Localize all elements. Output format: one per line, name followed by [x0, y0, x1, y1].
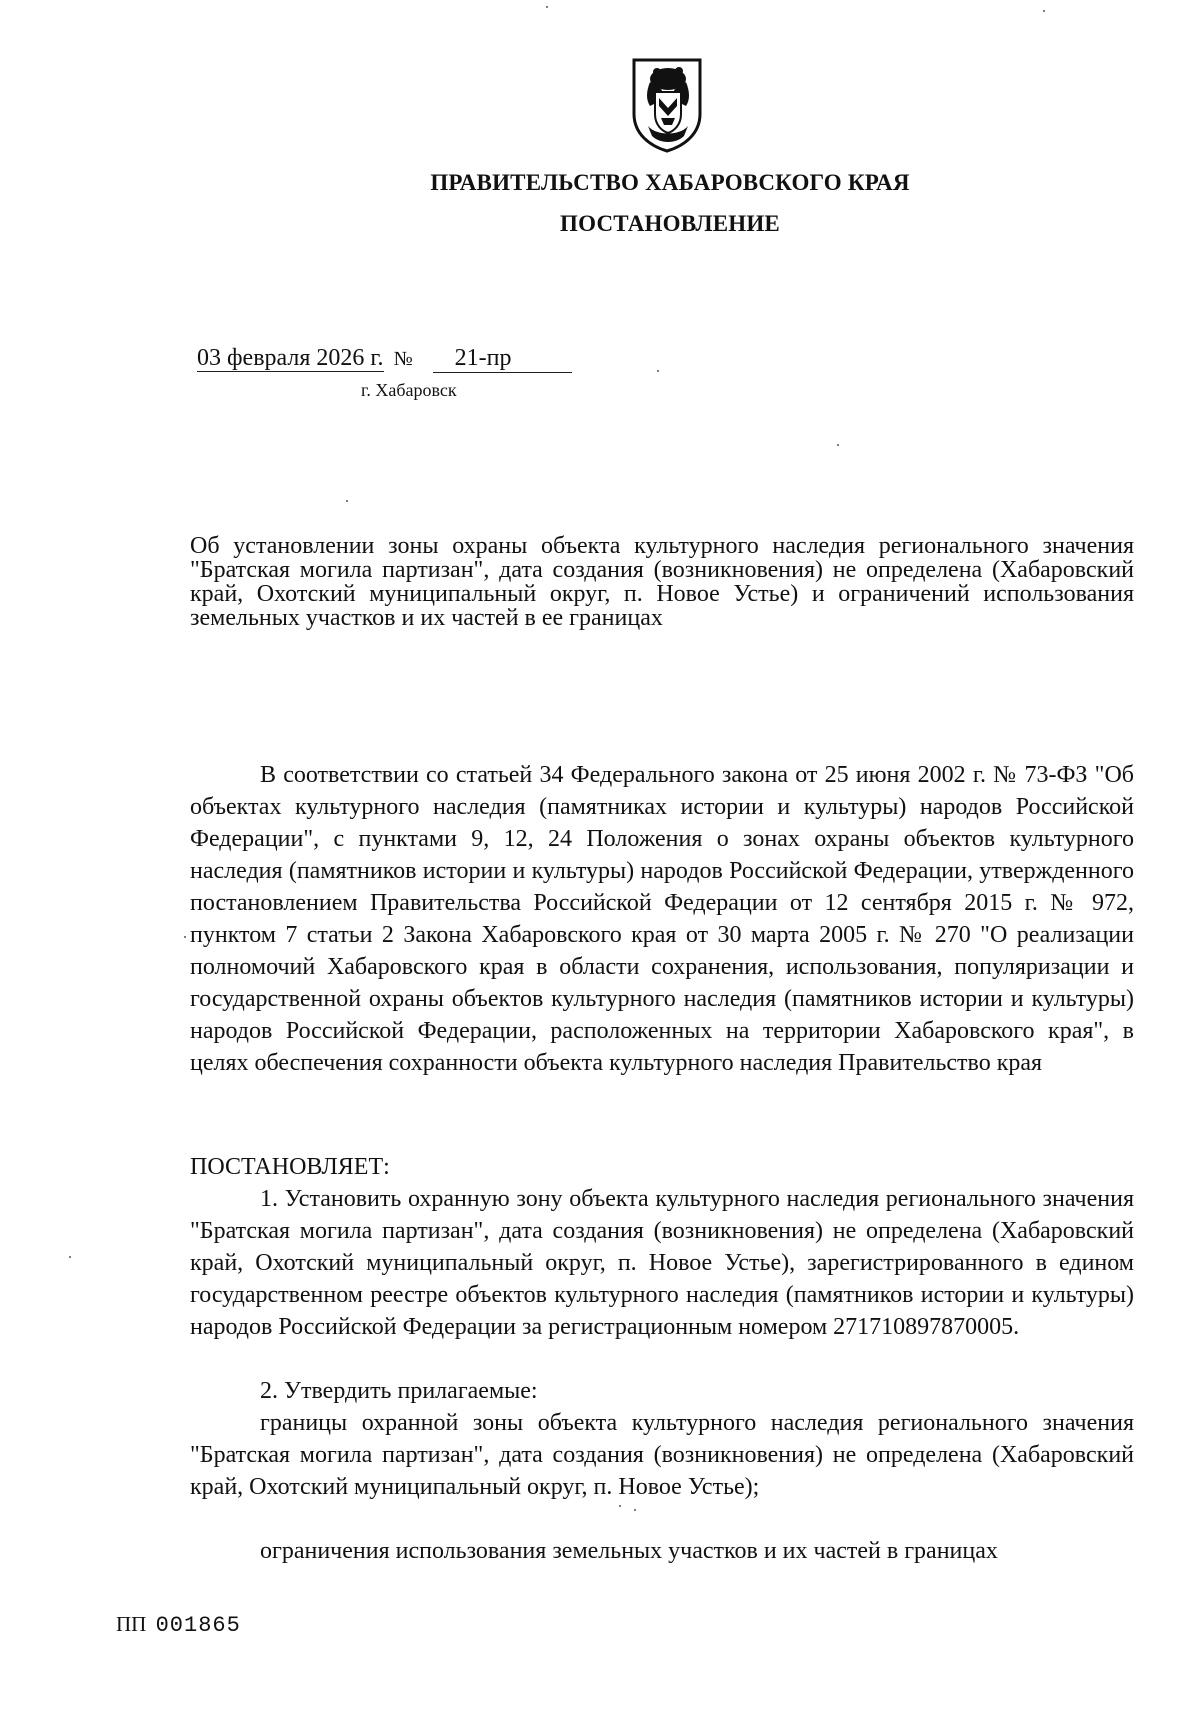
date-number-line [197, 344, 572, 373]
form-serial-number [116, 1612, 241, 1638]
scan-speck [546, 6, 548, 8]
scan-speck [657, 370, 659, 372]
preamble-paragraph: В соответствии со статьей 34 Федерального закона от 25 июня 2002 г. № 73-ФЗ "Об объектах культурного наследия (памятниках истории и культуры) народов Российской Федерации", с пунктами 9, 12, 24 Положения о зонах охраны объектов культурного наследия (памятников истории и культуры) народов Российской Федерации, утвержденного постановлением Правительства Российской Федерации от 12 сентября 2015 г. № 972, пунктом 7 статьи 2 Закона Хабаровского края от 30 марта 2005 г. № 270 "О реализации полномочий Хабаровского края в области сохранения, использования, популяризации и государственной охраны объектов культурного наследия (памятников истории и культуры) народов Российской Федерации, расположенных на территории Хабаровского края", в целях обеспечения сохранности объекта культурного наследия Правительство края [190, 762, 1134, 1076]
scan-speck [69, 1256, 71, 1258]
scan-speck [1043, 10, 1045, 12]
number-sign: № [393, 348, 413, 370]
document-type-title: ПОСТАНОВЛЕНИЕ [560, 211, 780, 236]
scan-speck [634, 1509, 636, 1511]
scan-speck [619, 1505, 621, 1507]
scan-speck [837, 444, 839, 446]
scan-speck [184, 936, 186, 938]
document-number: 21-пр [433, 344, 572, 373]
document-city: г. Хабаровск [361, 380, 457, 400]
document-subject: Об установлении зоны охраны объекта культурного наследия регионального значения "Братская могила партизан", дата создания (возникновения) не определена (Хабаровский край, Охотский муниципальный округ, п. Новое Устье) и ограничений использования земельных участков и их частей в ее границах [190, 533, 1134, 631]
document-date: 03 февраля 2026 г. [197, 345, 384, 371]
coat-of-arms-icon [628, 56, 706, 154]
item-2-restrictions-paragraph: ограничения использования земельных участков и их частей в границах [260, 1538, 998, 1564]
organization-title: ПРАВИТЕЛЬСТВО ХАБАРОВСКОГО КРАЯ [430, 170, 910, 195]
item-2-paragraph: 2. Утвердить прилагаемые: [260, 1378, 538, 1404]
item-1-paragraph: 1. Установить охранную зону объекта культурного наследия регионального значения "Братская могила партизан", дата создания (возникновения) не определена (Хабаровский край, Охотский муниципальный округ, п. Новое Устье), зарегистрированного в едином государственном реестре объектов культурного наследия (памятников истории и культуры) народов Российской Федерации за регистрационным номером 271710897870005. [190, 1186, 1134, 1340]
form-prefix: ПП [116, 1612, 147, 1636]
scan-speck [346, 500, 348, 502]
resolves-heading: ПОСТАНОВЛЯЕТ: [190, 1154, 390, 1180]
form-code: 001865 [155, 1613, 241, 1638]
item-2-borders-paragraph: границы охранной зоны объекта культурного наследия регионального значения "Братская могила партизан", дата создания (возникновения) не определена (Хабаровский край, Охотский муниципальный округ, п. Новое Устье); [190, 1410, 1134, 1500]
